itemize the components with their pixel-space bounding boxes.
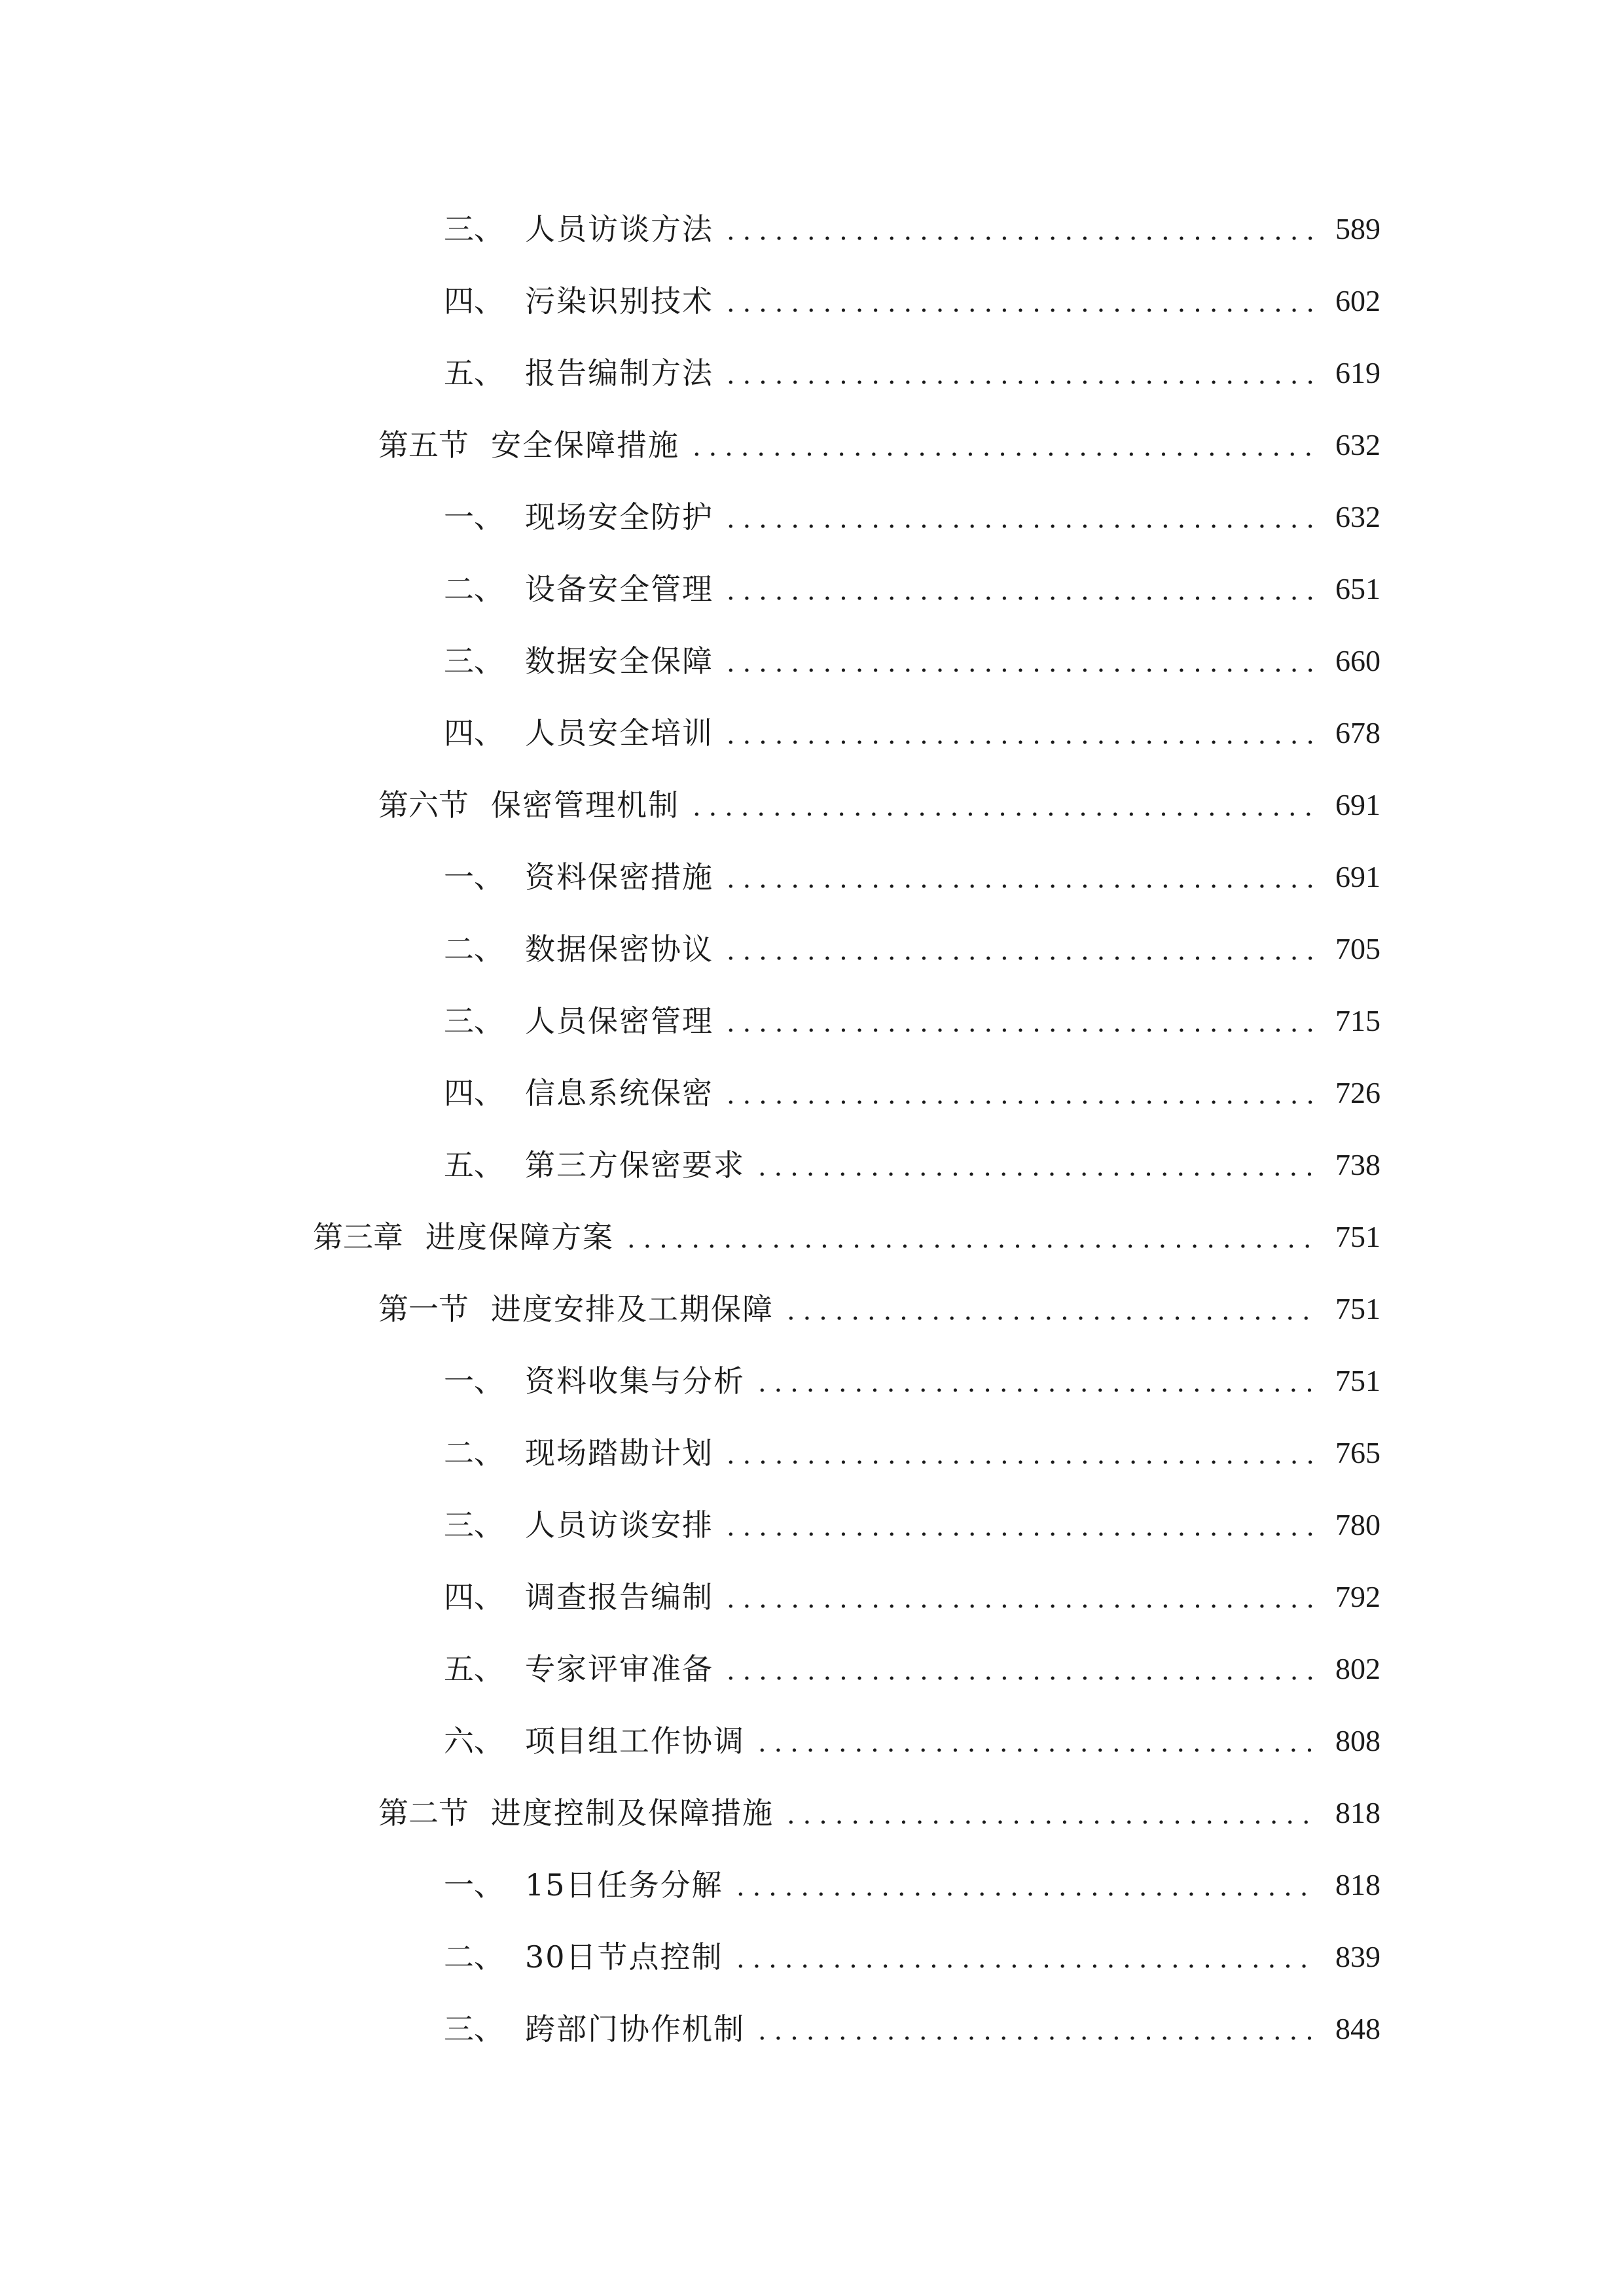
dot-leader bbox=[723, 502, 1316, 532]
dot-leader bbox=[732, 1942, 1316, 1972]
toc-entry-title: 污染识别技术 bbox=[525, 283, 713, 319]
dot-leader bbox=[783, 1798, 1316, 1828]
dot-leader bbox=[783, 1294, 1316, 1324]
dot-leader bbox=[754, 1726, 1316, 1756]
dot-leader bbox=[723, 1438, 1316, 1468]
toc-entry-title: 专家评审准备 bbox=[525, 1651, 713, 1687]
toc-entry-number: 三、 bbox=[444, 1003, 504, 1039]
toc-entry-number: 二、 bbox=[444, 1435, 504, 1471]
toc-entry-title: 人员访谈方法 bbox=[525, 211, 713, 247]
toc-entry-number: 一、 bbox=[444, 1363, 504, 1399]
dot-leader bbox=[689, 790, 1316, 820]
toc-entry-page-number: 602 bbox=[1335, 284, 1380, 317]
toc-entry-title: 人员访谈安排 bbox=[525, 1507, 713, 1543]
toc-entry-number: 二、 bbox=[444, 571, 504, 607]
toc-entry[interactable] bbox=[444, 1355, 1380, 1407]
toc-entry-title: 人员保密管理 bbox=[525, 1003, 713, 1039]
dot-leader bbox=[689, 430, 1316, 460]
toc-entry[interactable] bbox=[444, 563, 1380, 615]
toc-entry[interactable] bbox=[444, 1427, 1380, 1479]
toc-entry[interactable] bbox=[444, 1859, 1380, 1911]
toc-entry-section[interactable] bbox=[378, 779, 1380, 831]
toc-entry[interactable] bbox=[444, 635, 1380, 687]
toc-entry-number: 二、 bbox=[444, 931, 504, 967]
toc-entry-title: 第三方保密要求 bbox=[525, 1147, 745, 1183]
toc-entry-title: 项目组工作协调 bbox=[525, 1723, 745, 1759]
toc-entry-title: 资料收集与分析 bbox=[525, 1363, 745, 1399]
toc-entry-page-number: 691 bbox=[1335, 788, 1380, 821]
toc-entry-title: 进度控制及保障措施 bbox=[491, 1795, 774, 1831]
toc-entry-number: 五、 bbox=[444, 355, 504, 391]
toc-entry-page-number: 802 bbox=[1335, 1652, 1380, 1685]
dot-leader bbox=[754, 1366, 1316, 1396]
toc-entry[interactable] bbox=[444, 1715, 1380, 1767]
dot-leader bbox=[723, 286, 1316, 316]
toc-entry-page-number: 751 bbox=[1335, 1364, 1380, 1397]
toc-entry-page-number: 751 bbox=[1335, 1220, 1380, 1253]
toc-entry-number: 四、 bbox=[444, 283, 504, 319]
toc-entry-page-number: 751 bbox=[1335, 1292, 1380, 1325]
toc-entry-page-number: 780 bbox=[1335, 1508, 1380, 1541]
toc-entry[interactable] bbox=[444, 347, 1380, 399]
toc-entry-page-number: 792 bbox=[1335, 1580, 1380, 1613]
toc-entry-number: 四、 bbox=[444, 1075, 504, 1111]
toc-entry-page-number: 726 bbox=[1335, 1076, 1380, 1109]
dot-leader bbox=[723, 358, 1316, 388]
toc-entry-number: 第六节 bbox=[378, 787, 469, 823]
toc-entry-page-number: 738 bbox=[1335, 1148, 1380, 1181]
toc-entry-number: 四、 bbox=[444, 715, 504, 751]
toc-entry-number: 第三章 bbox=[313, 1219, 403, 1255]
dot-leader bbox=[723, 718, 1316, 748]
toc-entry[interactable] bbox=[444, 203, 1380, 255]
toc-entry-page-number: 632 bbox=[1335, 428, 1380, 461]
toc-entry-number: 一、 bbox=[444, 859, 504, 895]
toc-entry[interactable] bbox=[444, 707, 1380, 759]
toc-entry-section[interactable] bbox=[378, 1283, 1380, 1335]
toc-entry[interactable] bbox=[444, 1139, 1380, 1191]
toc-entry[interactable] bbox=[444, 1571, 1380, 1623]
dot-leader bbox=[723, 1078, 1316, 1108]
toc-entry-title: 现场安全防护 bbox=[525, 499, 713, 535]
toc-entry-title: 安全保障措施 bbox=[491, 427, 679, 463]
toc-entry-title: 报告编制方法 bbox=[525, 355, 713, 391]
toc-entry-title: 设备安全管理 bbox=[525, 571, 713, 607]
toc-entry[interactable] bbox=[444, 923, 1380, 975]
toc-entry-title: 信息系统保密 bbox=[525, 1075, 713, 1111]
toc-entry[interactable] bbox=[444, 491, 1380, 543]
toc-entry-page-number: 678 bbox=[1335, 716, 1380, 749]
toc-entry-chapter[interactable] bbox=[313, 1211, 1380, 1263]
toc-entry[interactable] bbox=[444, 851, 1380, 903]
toc-entry-page-number: 705 bbox=[1335, 932, 1380, 965]
toc-entry-number: 三、 bbox=[444, 2011, 504, 2047]
dot-leader bbox=[723, 1654, 1316, 1684]
toc-entry-title: 进度安排及工期保障 bbox=[491, 1291, 774, 1327]
dot-leader bbox=[723, 934, 1316, 964]
toc-entry-page-number: 651 bbox=[1335, 572, 1380, 605]
toc-entry[interactable] bbox=[444, 1499, 1380, 1551]
toc-entry-page-number: 818 bbox=[1335, 1868, 1380, 1901]
toc-entry[interactable] bbox=[444, 275, 1380, 327]
dot-leader bbox=[723, 1510, 1316, 1540]
toc-entry-page-number: 632 bbox=[1335, 500, 1380, 533]
toc-entry-page-number: 808 bbox=[1335, 1724, 1380, 1757]
toc-entry-page-number: 660 bbox=[1335, 644, 1380, 677]
toc-entry-title: 15日任务分解 bbox=[525, 1867, 723, 1903]
toc-entry-title: 保密管理机制 bbox=[491, 787, 679, 823]
toc-entry-number: 第二节 bbox=[378, 1795, 469, 1831]
dot-leader bbox=[723, 1582, 1316, 1612]
dot-leader bbox=[754, 1150, 1316, 1180]
toc-entry-title: 数据保密协议 bbox=[525, 931, 713, 967]
toc-entry-title: 30日节点控制 bbox=[525, 1939, 723, 1975]
dot-leader bbox=[723, 862, 1316, 892]
toc-entry-page-number: 589 bbox=[1335, 212, 1380, 245]
toc-entry-page-number: 839 bbox=[1335, 1940, 1380, 1973]
toc-entry-number: 一、 bbox=[444, 1867, 504, 1903]
toc-entry-number: 五、 bbox=[444, 1651, 504, 1687]
toc-entry-number: 六、 bbox=[444, 1723, 504, 1759]
dot-leader bbox=[623, 1222, 1316, 1252]
toc-entry-title: 人员安全培训 bbox=[525, 715, 713, 751]
toc-entry-page-number: 765 bbox=[1335, 1436, 1380, 1469]
toc-entry-title: 调查报告编制 bbox=[525, 1579, 713, 1615]
toc-entry[interactable] bbox=[444, 2003, 1380, 2055]
toc-entry-section[interactable] bbox=[378, 1787, 1380, 1839]
toc-entry-number: 二、 bbox=[444, 1939, 504, 1975]
toc-entry-title: 跨部门协作机制 bbox=[525, 2011, 745, 2047]
dot-leader bbox=[723, 574, 1316, 604]
toc-entry-title: 数据安全保障 bbox=[525, 643, 713, 679]
toc-entry-number: 第五节 bbox=[378, 427, 469, 463]
dot-leader bbox=[723, 646, 1316, 676]
dot-leader bbox=[723, 214, 1316, 244]
toc-entry-number: 第一节 bbox=[378, 1291, 469, 1327]
toc-entry-page-number: 619 bbox=[1335, 356, 1380, 389]
toc-entry-page-number: 691 bbox=[1335, 860, 1380, 893]
toc-entry-number: 一、 bbox=[444, 499, 504, 535]
toc-entry-number: 五、 bbox=[444, 1147, 504, 1183]
toc-entry-title: 进度保障方案 bbox=[425, 1219, 614, 1255]
toc-entry-title: 资料保密措施 bbox=[525, 859, 713, 895]
toc-entry[interactable] bbox=[444, 1931, 1380, 1983]
toc-entry-page-number: 715 bbox=[1335, 1004, 1380, 1037]
toc-entry[interactable] bbox=[444, 1067, 1380, 1119]
dot-leader bbox=[754, 2014, 1316, 2044]
toc-entry-number: 三、 bbox=[444, 643, 504, 679]
toc-entry[interactable] bbox=[444, 1643, 1380, 1695]
dot-leader bbox=[732, 1870, 1316, 1900]
toc-entry-page-number: 818 bbox=[1335, 1796, 1380, 1829]
dot-leader bbox=[723, 1006, 1316, 1036]
toc-entry-number: 三、 bbox=[444, 211, 504, 247]
toc-entry-number: 三、 bbox=[444, 1507, 504, 1543]
toc-entry-title: 现场踏勘计划 bbox=[525, 1435, 713, 1471]
toc-entry-number: 四、 bbox=[444, 1579, 504, 1615]
toc-entry[interactable] bbox=[444, 995, 1380, 1047]
toc-entry-section[interactable] bbox=[378, 419, 1380, 471]
toc-entry-page-number: 848 bbox=[1335, 2012, 1380, 2045]
